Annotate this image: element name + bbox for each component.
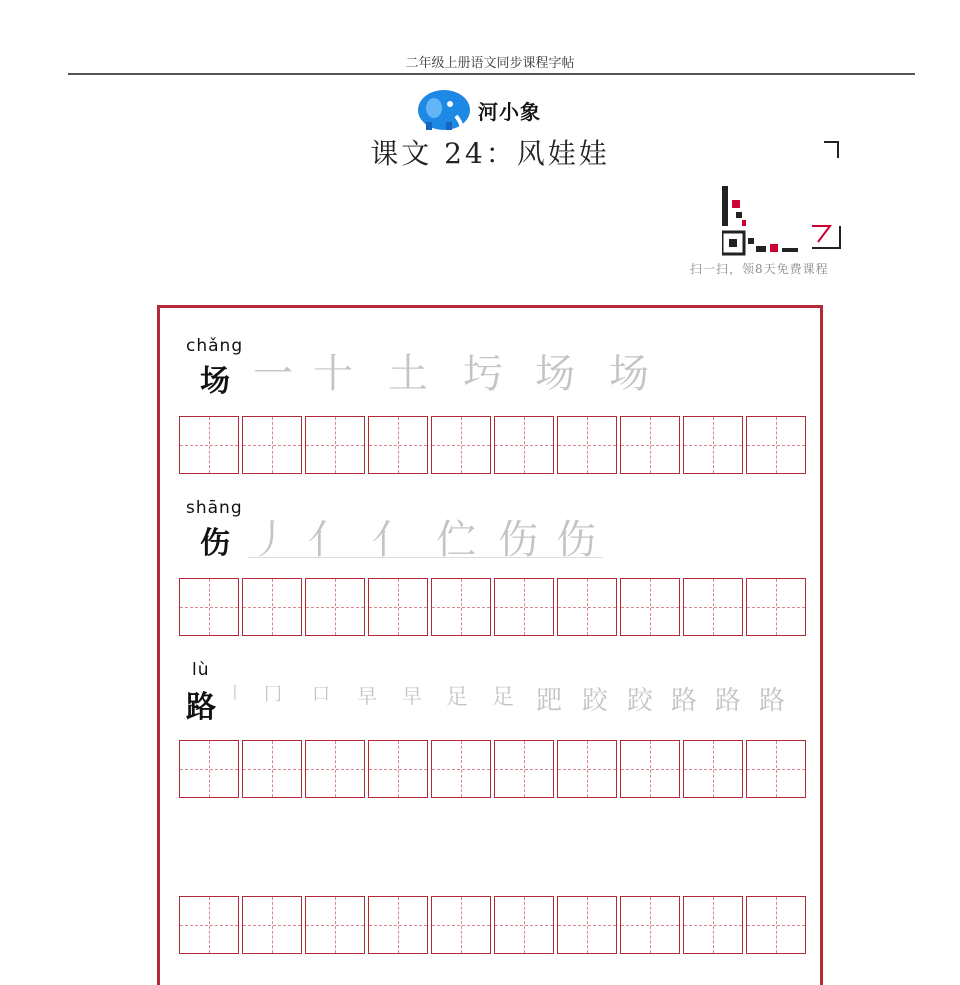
stroke-step: 跁 bbox=[535, 686, 562, 716]
stroke-step: 亻 bbox=[372, 517, 412, 563]
writing-cell[interactable] bbox=[683, 740, 743, 798]
writing-cell[interactable] bbox=[557, 896, 617, 954]
writing-cell[interactable] bbox=[368, 578, 428, 636]
writing-cell[interactable] bbox=[368, 740, 428, 798]
writing-cell[interactable] bbox=[746, 896, 806, 954]
stroke-step: 圬 bbox=[463, 351, 503, 397]
writing-cell[interactable] bbox=[494, 578, 554, 636]
stroke-step: 路 bbox=[714, 686, 741, 716]
writing-cell[interactable] bbox=[305, 416, 365, 474]
stroke-step: 亻 bbox=[308, 517, 348, 563]
character-chang: 场 bbox=[200, 364, 230, 399]
header-divider bbox=[68, 73, 915, 75]
pinyin-lu: lù bbox=[192, 660, 210, 680]
brand-logo bbox=[416, 88, 556, 132]
stroke-step: 伤 bbox=[498, 517, 538, 563]
blue-elephant-icon bbox=[416, 88, 474, 132]
qr-caption: 扫一扫，领8天免费课程 bbox=[690, 262, 829, 276]
writing-cell[interactable] bbox=[557, 416, 617, 474]
writing-cell[interactable] bbox=[494, 896, 554, 954]
character-lu: 路 bbox=[186, 690, 216, 725]
writing-grid-row[interactable] bbox=[179, 740, 806, 798]
pinyin-chang: chǎng bbox=[186, 336, 244, 356]
stroke-step: 场 bbox=[535, 351, 575, 397]
stroke-order-lu bbox=[222, 680, 794, 717]
writing-cell[interactable] bbox=[179, 578, 239, 636]
qr-code-icon[interactable] bbox=[722, 186, 842, 256]
stroke-step: 跤 bbox=[581, 686, 608, 716]
stroke-step: 场 bbox=[609, 351, 649, 397]
stroke-step: 伤 bbox=[556, 517, 596, 563]
stroke-step: 丨 bbox=[226, 683, 243, 702]
practice-sheet-border bbox=[157, 305, 823, 985]
writing-cell[interactable] bbox=[305, 740, 365, 798]
writing-grid-row[interactable] bbox=[179, 416, 806, 474]
stroke-step: 早 bbox=[357, 684, 377, 708]
writing-cell[interactable] bbox=[746, 740, 806, 798]
writing-cell[interactable] bbox=[242, 896, 302, 954]
writing-cell[interactable] bbox=[431, 740, 491, 798]
writing-cell[interactable] bbox=[179, 740, 239, 798]
writing-grid-row[interactable] bbox=[179, 578, 806, 636]
writing-cell[interactable] bbox=[179, 896, 239, 954]
writing-cell[interactable] bbox=[305, 578, 365, 636]
writing-cell[interactable] bbox=[494, 416, 554, 474]
stroke-step: 早 bbox=[402, 684, 422, 708]
stroke-step: 路 bbox=[758, 686, 785, 716]
writing-cell[interactable] bbox=[620, 896, 680, 954]
stroke-step: 口 bbox=[312, 684, 330, 705]
character-shang: 伤 bbox=[200, 526, 230, 561]
lesson-title: 课文 24：风娃娃 bbox=[370, 137, 610, 170]
stroke-order-shang bbox=[244, 508, 604, 565]
brand-name: 河小象 bbox=[478, 100, 541, 124]
writing-cell[interactable] bbox=[431, 896, 491, 954]
writing-grid-row[interactable] bbox=[179, 896, 806, 954]
corner-mark-icon bbox=[820, 138, 842, 160]
writing-cell[interactable] bbox=[431, 416, 491, 474]
writing-cell[interactable] bbox=[305, 896, 365, 954]
stroke-step: 十 bbox=[313, 351, 353, 397]
writing-cell[interactable] bbox=[431, 578, 491, 636]
writing-cell[interactable] bbox=[683, 578, 743, 636]
stroke-step: 丿 bbox=[250, 517, 290, 563]
writing-cell[interactable] bbox=[242, 416, 302, 474]
writing-cell[interactable] bbox=[746, 578, 806, 636]
stroke-step: 一 bbox=[253, 351, 293, 397]
writing-cell[interactable] bbox=[683, 416, 743, 474]
stroke-step: 路 bbox=[670, 686, 697, 716]
writing-cell[interactable] bbox=[557, 578, 617, 636]
writing-cell[interactable] bbox=[557, 740, 617, 798]
stroke-order-chang bbox=[248, 342, 666, 399]
stroke-step: 伫 bbox=[436, 517, 476, 563]
writing-cell[interactable] bbox=[242, 740, 302, 798]
stroke-step: 冂 bbox=[264, 684, 282, 705]
writing-cell[interactable] bbox=[179, 416, 239, 474]
writing-cell[interactable] bbox=[746, 416, 806, 474]
stroke-step: 足 bbox=[445, 685, 468, 710]
writing-cell[interactable] bbox=[620, 416, 680, 474]
page-header-title: 二年级上册语文同步课程字帖 bbox=[405, 56, 575, 71]
writing-cell[interactable] bbox=[242, 578, 302, 636]
stroke-step: 足 bbox=[491, 685, 514, 710]
stroke-step: 跤 bbox=[626, 686, 653, 716]
writing-cell[interactable] bbox=[620, 578, 680, 636]
writing-cell[interactable] bbox=[683, 896, 743, 954]
stroke-step: 土 bbox=[388, 351, 428, 397]
writing-cell[interactable] bbox=[494, 740, 554, 798]
pinyin-shang: shāng bbox=[186, 498, 243, 518]
writing-cell[interactable] bbox=[368, 896, 428, 954]
writing-cell[interactable] bbox=[368, 416, 428, 474]
writing-cell[interactable] bbox=[620, 740, 680, 798]
